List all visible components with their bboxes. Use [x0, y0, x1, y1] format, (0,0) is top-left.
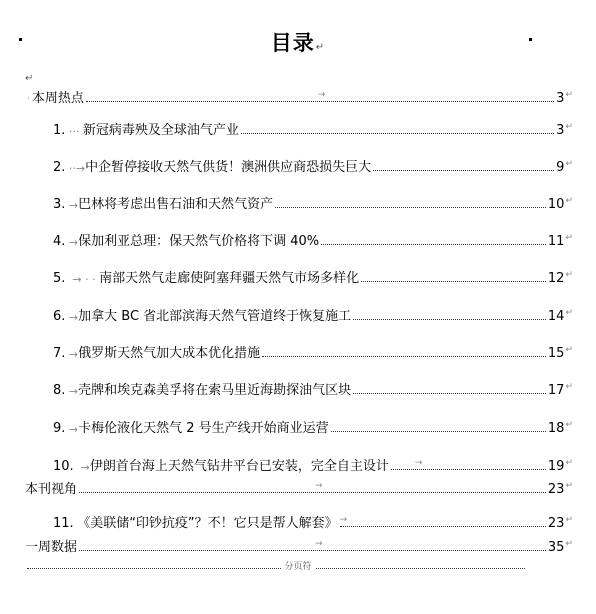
toc-entry-text: 壳牌和埃克森美孚将在索马里近海勘探油气区块 [78, 383, 352, 398]
toc-entry-text: 俄罗斯天然气加大成本优化措施 [78, 346, 261, 361]
toc-entry-number: 9. [53, 421, 66, 436]
paragraph-mark-icon: ↵ [565, 345, 573, 355]
toc-page-number: 9 [556, 160, 565, 175]
tab-arrow-icon: → [339, 515, 348, 525]
toc-page-number: 35 [547, 540, 565, 555]
toc-entry-text: 一周数据 [25, 540, 78, 555]
toc-entry-8[interactable] [53, 380, 573, 398]
toc-entry-本刊视角[interactable] [25, 479, 573, 497]
dot-leader [361, 281, 546, 282]
toc-entry-text: 南部天然气走廊使阿塞拜疆天然气市场多样化 [99, 271, 360, 286]
toc-entry-text: 本周热点 [31, 91, 84, 106]
toc-entry-text: 新冠病毒殃及全球油气产业 [82, 123, 239, 138]
toc-title [0, 27, 596, 57]
tab-arrow-icon: → [73, 461, 90, 474]
dot-leader [79, 539, 546, 551]
toc-entry-10[interactable] [53, 456, 573, 474]
toc-entry-text: 伊朗首台海上天然气钻井平台已安装，完全自主设计 [89, 459, 389, 474]
dot-leader [275, 207, 546, 208]
toc-entry-number: 3. [53, 197, 66, 212]
toc-entry-number: 4. [53, 234, 66, 249]
paragraph-mark-icon: ↵ [565, 539, 573, 549]
paragraph-mark-icon: ↵ [565, 308, 573, 318]
paragraph-mark-icon: ↵ [565, 270, 573, 280]
page-break-text: 分页符 [281, 562, 314, 572]
tab-arrow-icon: → [65, 311, 79, 324]
toc-entry-1[interactable] [53, 120, 573, 138]
dot-leader [353, 319, 546, 320]
paragraph-mark-icon: ↵ [565, 458, 573, 468]
tab-arrow-icon: → [65, 423, 79, 436]
toc-entry-3[interactable] [53, 194, 573, 212]
tab-arrow-icon: → [414, 458, 423, 468]
toc-page-number: 11 [547, 234, 565, 249]
tab-arrow-icon: → [315, 539, 323, 549]
dot-leader [331, 431, 546, 432]
paragraph-mark-icon: ↵ [315, 42, 326, 53]
dot-leader [391, 458, 546, 470]
toc-entry-一周数据[interactable] [25, 537, 573, 555]
paragraph-mark-icon: ↵ [565, 196, 573, 206]
toc-entry-5[interactable] [53, 268, 573, 286]
toc-entry-7[interactable] [53, 343, 573, 361]
toc-page-number: 18 [547, 421, 565, 436]
toc-entry-text: 本刊视角 [25, 482, 78, 497]
dot-leader [79, 481, 546, 493]
spacing-dots: ··→ [65, 162, 86, 175]
paragraph-mark-icon: ↵ [565, 233, 573, 243]
paragraph-mark-icon: ↵ [25, 73, 34, 84]
toc-entry-9[interactable] [53, 418, 573, 436]
toc-page-number: 17 [547, 383, 565, 398]
toc-entry-text: 中企暂停接收天然气供货！澳洲供应商恐损失巨大 [85, 160, 372, 175]
dot-leader [339, 515, 546, 527]
dot-leader [373, 170, 554, 171]
toc-entry-本周热点[interactable] [25, 88, 573, 106]
toc-entry-number: 10. [53, 459, 74, 474]
toc-entry-number: 11. [53, 516, 74, 531]
toc-page-number: 19 [547, 459, 565, 474]
toc-entry-number: 1. [53, 123, 66, 138]
toc-entry-2[interactable] [53, 157, 573, 175]
toc-entry-number: 2. [53, 160, 66, 175]
paragraph-mark-icon: ↵ [565, 159, 573, 169]
dot-leader [321, 244, 546, 245]
paragraph-mark-icon: ↵ [565, 515, 573, 525]
toc-page-number: 10 [547, 197, 565, 212]
toc-entry-text: 保加利亚总理：保天然气价格将下调 40% [78, 234, 320, 249]
toc-page-number: 23 [547, 516, 565, 531]
toc-page-number: 12 [547, 271, 565, 286]
page-break-label [0, 559, 596, 572]
toc-entry-text: 巴林将考虑出售石油和天然气资产 [78, 197, 274, 212]
toc-entry-number: 7. [53, 346, 66, 361]
tab-arrow-icon: → [65, 199, 79, 212]
toc-page-number: 23 [547, 482, 565, 497]
tab-arrow-icon: ↵ [565, 90, 573, 100]
dot-leader [86, 90, 554, 102]
tab-arrow-icon: → [315, 481, 323, 491]
toc-entry-number: 8. [53, 383, 66, 398]
spacing-dots: → · · [65, 273, 100, 286]
toc-entry-number: 5. [53, 271, 66, 286]
spacing-dots: ··· [65, 125, 83, 138]
toc-page-number: 15 [547, 346, 565, 361]
toc-entry-number: 6. [53, 309, 66, 324]
toc-entry-text: 卡梅伦液化天然气 2 号生产线开始商业运营 [78, 421, 329, 436]
toc-entry-text: 《美联储“印钞抗疫”？不！它只是帮人解套》 [77, 516, 338, 531]
dot-leader [241, 133, 554, 134]
toc-entry-11[interactable] [53, 513, 573, 531]
dot-leader [353, 393, 546, 394]
toc-title-text: 目录 [270, 31, 315, 55]
paragraph-mark-icon: ↵ [565, 122, 573, 132]
toc-page-number: 3 [556, 91, 565, 106]
tab-arrow-icon: · [27, 94, 30, 104]
paragraph-mark-icon: ↵ [565, 382, 573, 392]
toc-page-number: 3 [556, 123, 565, 138]
tab-arrow-icon: → [65, 348, 79, 361]
toc-entry-4[interactable] [53, 231, 573, 249]
paragraph-mark-icon: ↵ [565, 420, 573, 430]
toc-entry-6[interactable] [53, 306, 573, 324]
toc-entry-text: 加拿大 BC 省北部滨海天然气管道终于恢复施工 [78, 309, 352, 324]
tab-arrow-icon: → [317, 90, 326, 100]
tab-arrow-icon: → [65, 236, 79, 249]
tab-arrow-icon: → [65, 385, 79, 398]
toc-page-number: 14 [547, 309, 565, 324]
paragraph-mark-icon: ↵ [565, 481, 573, 491]
dot-leader [262, 356, 546, 357]
